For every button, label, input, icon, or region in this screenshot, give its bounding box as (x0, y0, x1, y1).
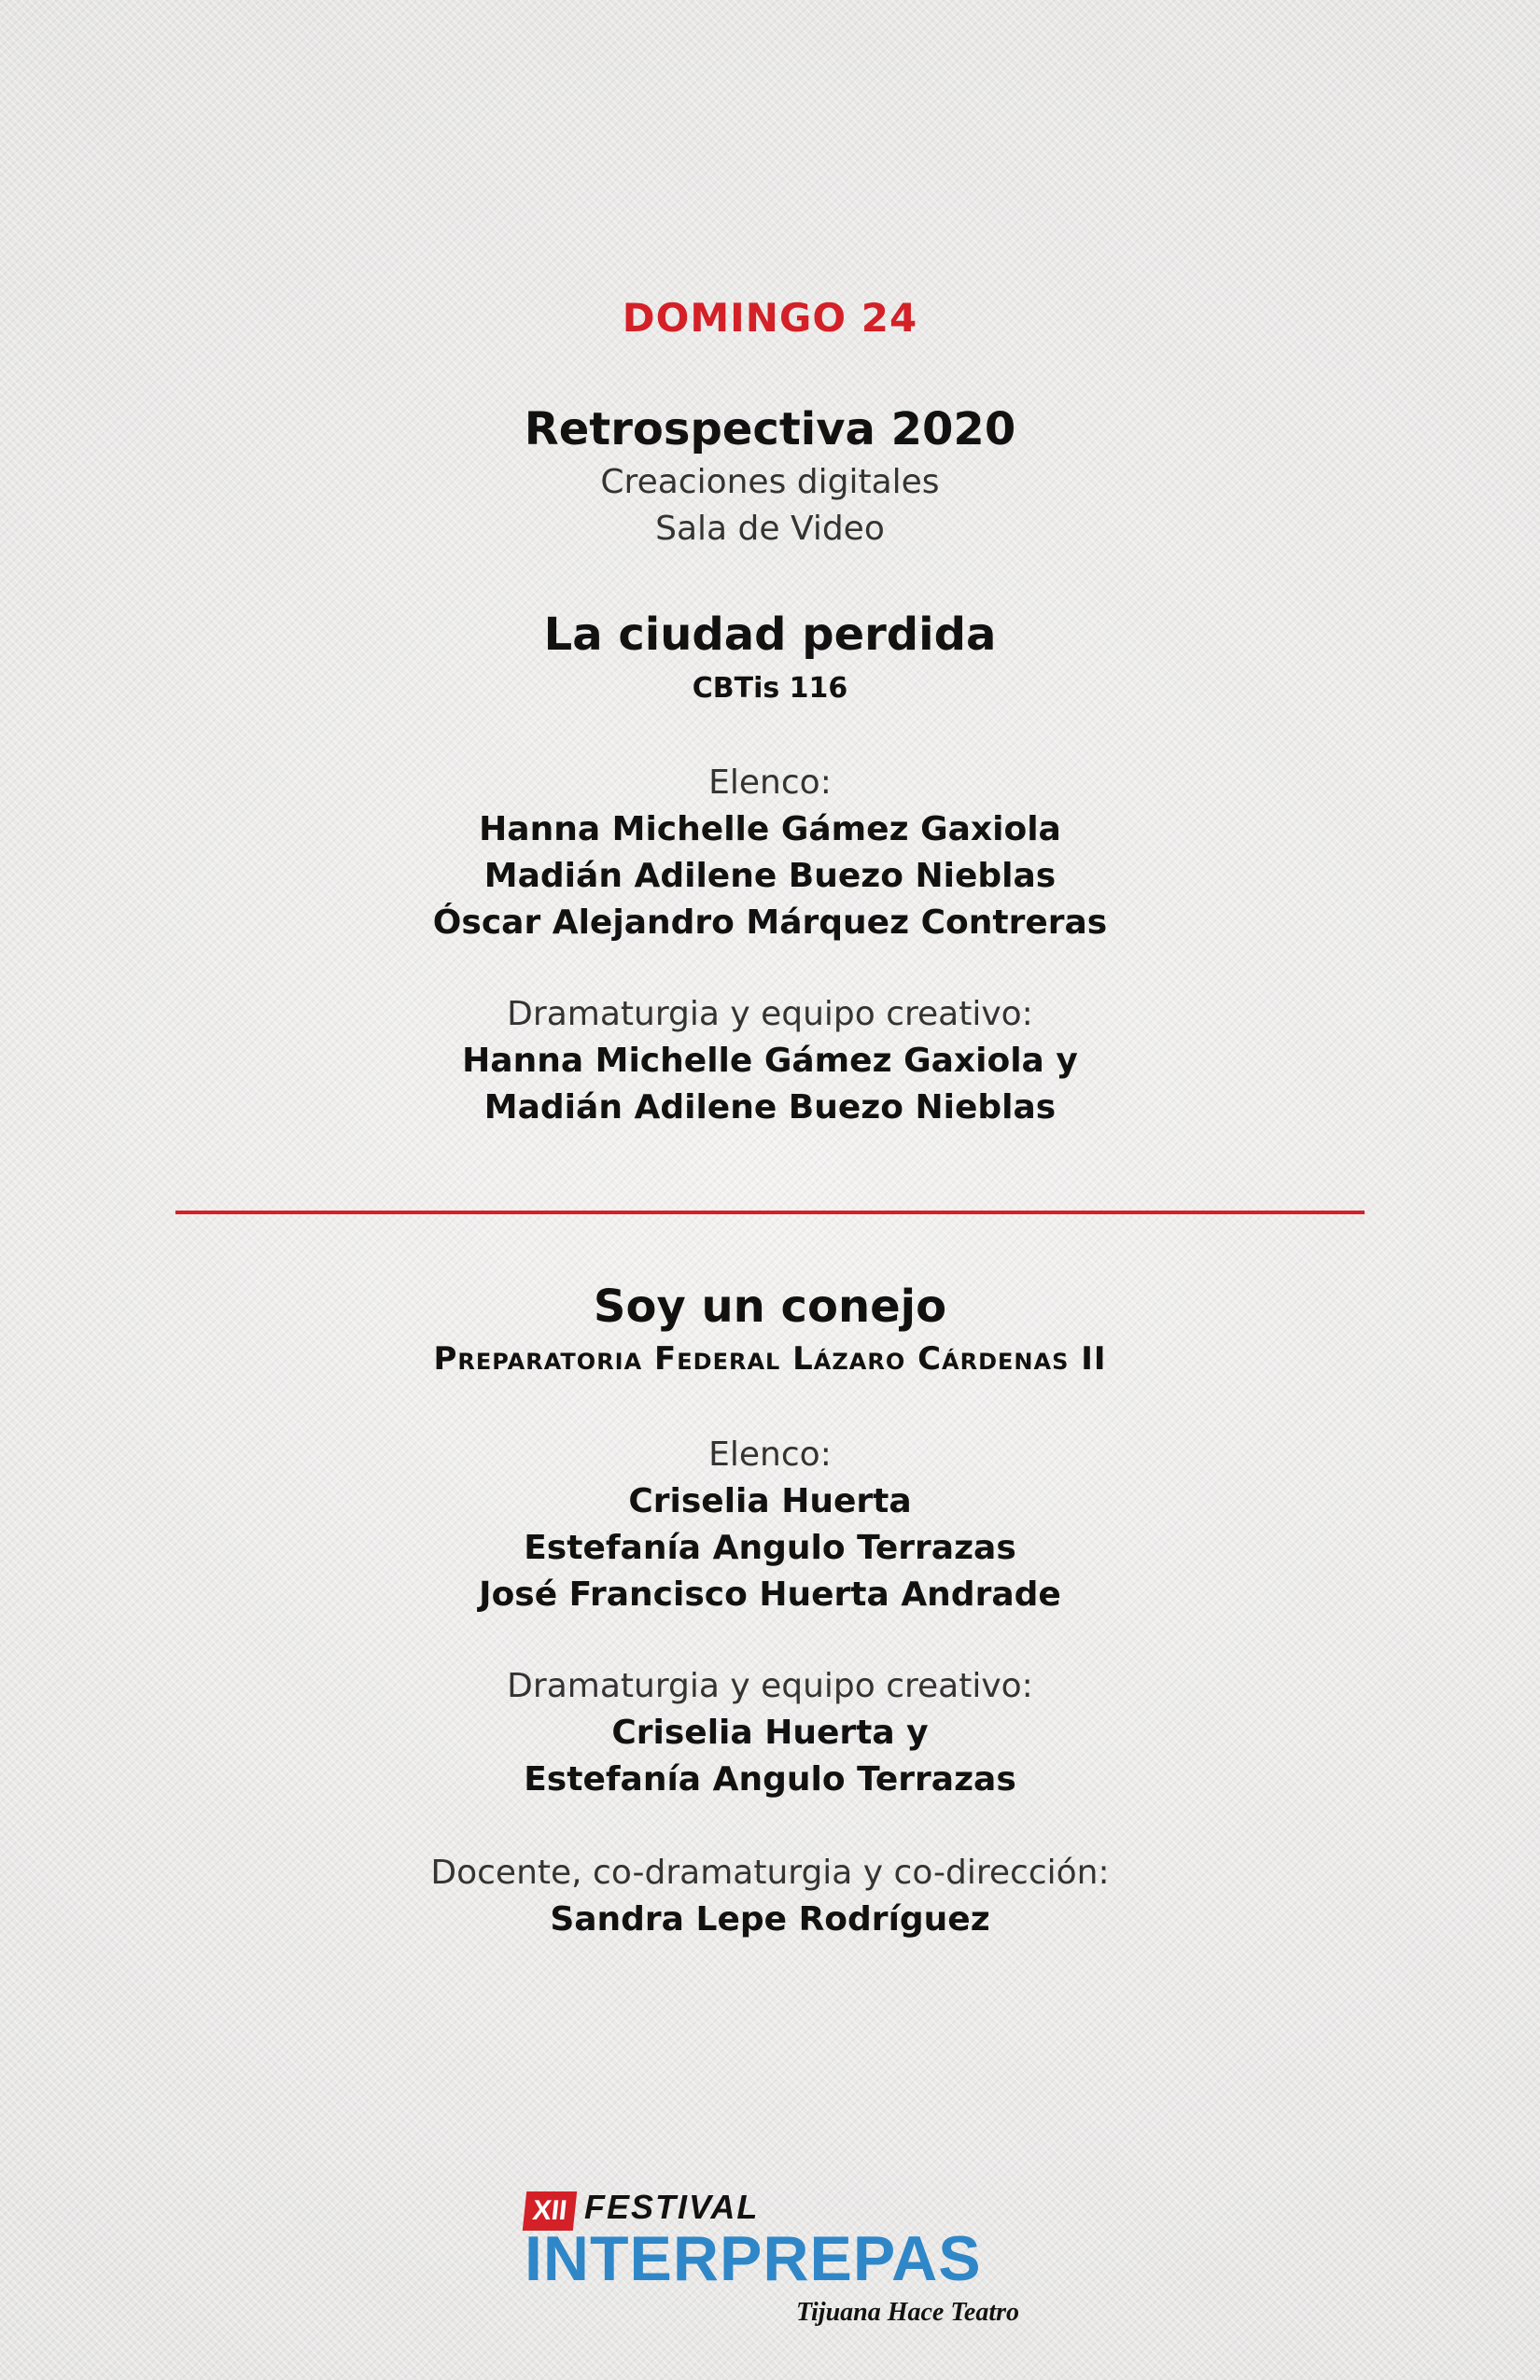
show1-cast-member: Óscar Alejandro Márquez Contreras (432, 903, 1108, 942)
show1-school: CBTis 116 (692, 672, 848, 705)
retrospective-subtitle: Creaciones digitales (600, 463, 940, 501)
show2-teacher-label: Docente, co-dramaturgia y co-dirección: (430, 1854, 1110, 1892)
logo-tagline: Tijuana Hace Teatro (795, 2298, 1019, 2327)
show1-title: La ciudad perdida (543, 609, 997, 661)
show2-cast-member: Criselia Huerta (628, 1482, 912, 1520)
show1-cast-member: Madián Adilene Buezo Nieblas (483, 857, 1057, 895)
show2-cast-label: Elenco: (708, 1435, 832, 1474)
show2-creative-member: Estefanía Angulo Terrazas (524, 1760, 1016, 1799)
retrospective-title: Retrospectiva 2020 (524, 403, 1016, 455)
retrospective-venue: Sala de Video (655, 510, 885, 548)
show2-teacher: Sandra Lepe Rodríguez (550, 1900, 990, 1939)
section-divider (175, 1211, 1365, 1214)
show2-creative-member: Criselia Huerta y (611, 1714, 929, 1752)
show1-creative-member: Madián Adilene Buezo Nieblas (483, 1088, 1057, 1127)
show2-cast-member: Estefanía Angulo Terrazas (524, 1529, 1016, 1567)
show2-school: Preparatoria Federal Lázaro Cárdenas II (433, 1340, 1107, 1378)
show1-cast-member: Hanna Michelle Gámez Gaxiola (479, 810, 1061, 848)
show2-cast-member: José Francisco Huerta Andrade (479, 1575, 1061, 1614)
logo-name: INTERPREPAS (525, 2223, 982, 2294)
show2-title: Soy un conejo (593, 1281, 947, 1333)
show1-creative-label: Dramaturgia y equipo creativo: (507, 995, 1033, 1033)
show1-creative-member: Hanna Michelle Gámez Gaxiola y (462, 1042, 1078, 1080)
show1-cast-label: Elenco: (708, 763, 832, 802)
festival-logo (525, 2186, 1019, 2335)
logo-festival-word: FESTIVAL (584, 2188, 760, 2226)
logo-edition-badge: XII (523, 2191, 577, 2231)
show2-creative-label: Dramaturgia y equipo creativo: (507, 1667, 1033, 1705)
day-heading: DOMINGO 24 (622, 295, 918, 341)
